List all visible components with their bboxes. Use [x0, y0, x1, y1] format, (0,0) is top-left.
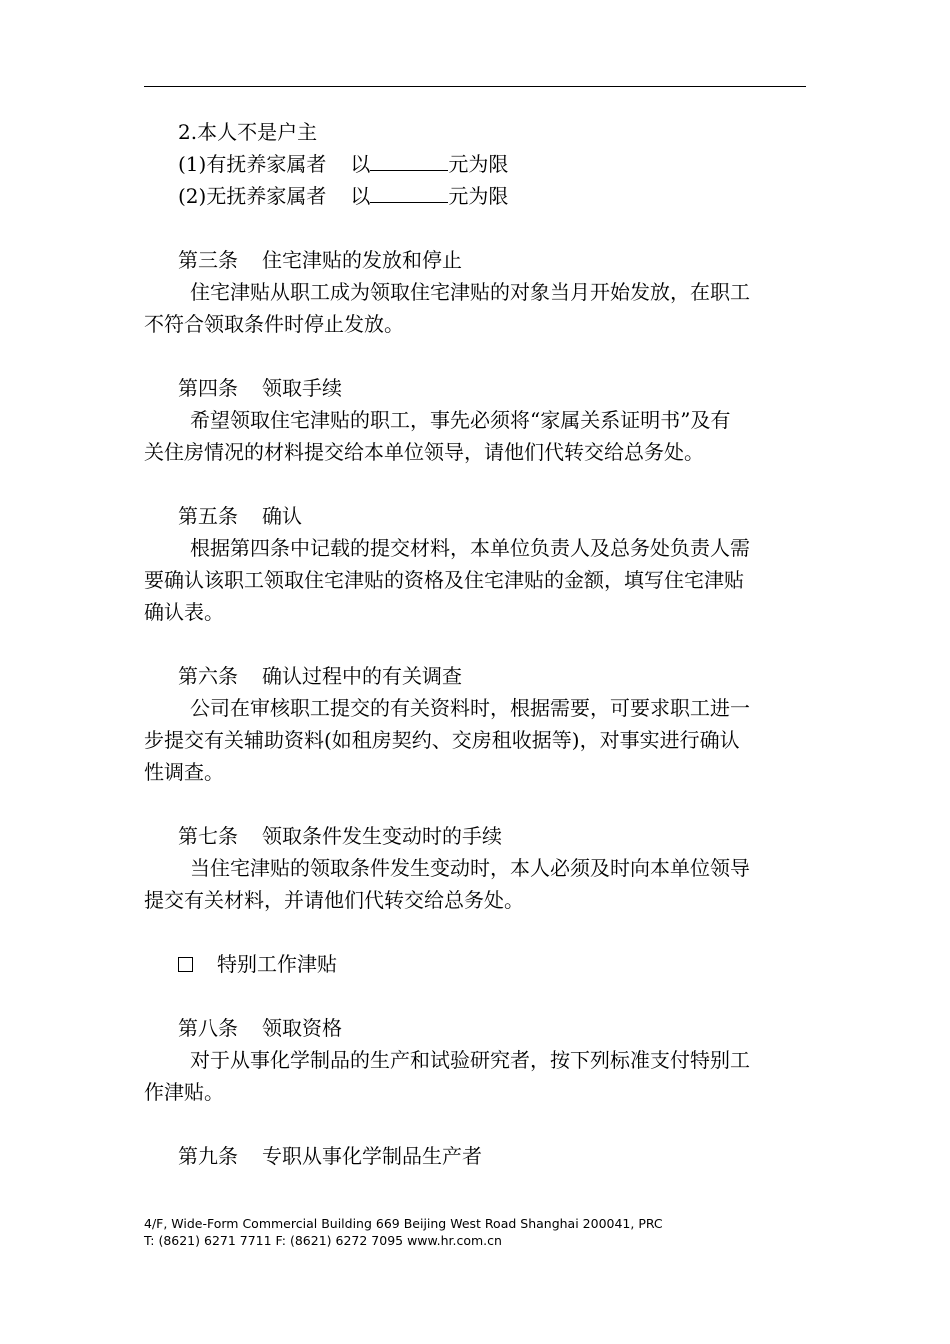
article-4-text-line: 关住房情况的材料提交给本单位领导，请他们代转交给总务处。 [144, 440, 704, 464]
article-number: 第三条 [178, 248, 238, 272]
article-3-text-line: 住宅津贴从职工成为领取住宅津贴的对象当月开始发放，在职工 [190, 280, 750, 304]
article-number: 第五条 [178, 504, 238, 528]
limit-prefix: 以 [350, 152, 371, 176]
item-2-2-row [178, 180, 508, 212]
header-rule [144, 86, 806, 87]
article-title: 住宅津贴的发放和停止 [262, 248, 462, 272]
item-2-heading: 2.本人不是户主 [178, 120, 318, 144]
article-5-text-line: 确认表。 [144, 600, 224, 624]
article-7-text-line: 提交有关材料，并请他们代转交给总务处。 [144, 888, 524, 912]
section-title: 特别工作津贴 [217, 952, 337, 976]
article-4-text-line: 希望领取住宅津贴的职工，事先必须将“家属关系证明书”及有 [190, 408, 731, 432]
limit-suffix: 元为限 [448, 152, 509, 176]
checkbox-icon [178, 957, 193, 972]
article-5-heading [178, 500, 302, 532]
article-6-text-line: 性调查。 [144, 760, 224, 784]
amount-blank-1[interactable] [370, 152, 448, 171]
footer-contact: T: (8621) 6271 7711 F: (8621) 6272 7095 www.hr.com.cn [144, 1233, 502, 1248]
article-title: 确认过程中的有关调查 [262, 664, 462, 688]
article-3-heading [178, 244, 462, 276]
item-2-1-label: (1)有抚养家属者 [178, 152, 327, 176]
article-8-text-line: 对于从事化学制品的生产和试验研究者，按下列标准支付特别工 [190, 1048, 750, 1072]
limit-prefix: 以 [350, 184, 371, 208]
article-3-text-line: 不符合领取条件时停止发放。 [144, 312, 404, 336]
limit-suffix: 元为限 [448, 184, 509, 208]
article-8-text-line: 作津贴。 [144, 1080, 224, 1104]
article-7-heading [178, 820, 502, 852]
article-8-heading [178, 1012, 342, 1044]
article-5-text-line: 要确认该职工领取住宅津贴的资格及住宅津贴的金额，填写住宅津贴 [144, 568, 744, 592]
article-number: 第七条 [178, 824, 238, 848]
item-2-1-row [178, 148, 508, 180]
article-title: 领取条件发生变动时的手续 [262, 824, 502, 848]
footer-address: 4/F, Wide-Form Commercial Building 669 Beijing West Road Shanghai 200041, PRC [144, 1216, 663, 1231]
article-title: 专职从事化学制品生产者 [262, 1144, 482, 1168]
article-number: 第八条 [178, 1016, 238, 1040]
article-number: 第六条 [178, 664, 238, 688]
article-6-text-line: 步提交有关辅助资料(如租房契约、交房租收据等)，对事实进行确认 [144, 728, 740, 752]
article-title: 确认 [262, 504, 302, 528]
amount-blank-2[interactable] [370, 184, 448, 203]
article-number: 第四条 [178, 376, 238, 400]
item-2-2-label: (2)无抚养家属者 [178, 184, 327, 208]
section-heading [178, 948, 337, 980]
article-title: 领取资格 [262, 1016, 342, 1040]
article-4-heading [178, 372, 342, 404]
article-6-text-line: 公司在审核职工提交的有关资料时，根据需要，可要求职工进一 [190, 696, 750, 720]
article-7-text-line: 当住宅津贴的领取条件发生变动时，本人必须及时向本单位领导 [190, 856, 750, 880]
article-number: 第九条 [178, 1144, 238, 1168]
article-5-text-line: 根据第四条中记载的提交材料，本单位负责人及总务处负责人需 [190, 536, 750, 560]
article-9-heading [178, 1140, 482, 1172]
article-title: 领取手续 [262, 376, 342, 400]
article-6-heading [178, 660, 462, 692]
